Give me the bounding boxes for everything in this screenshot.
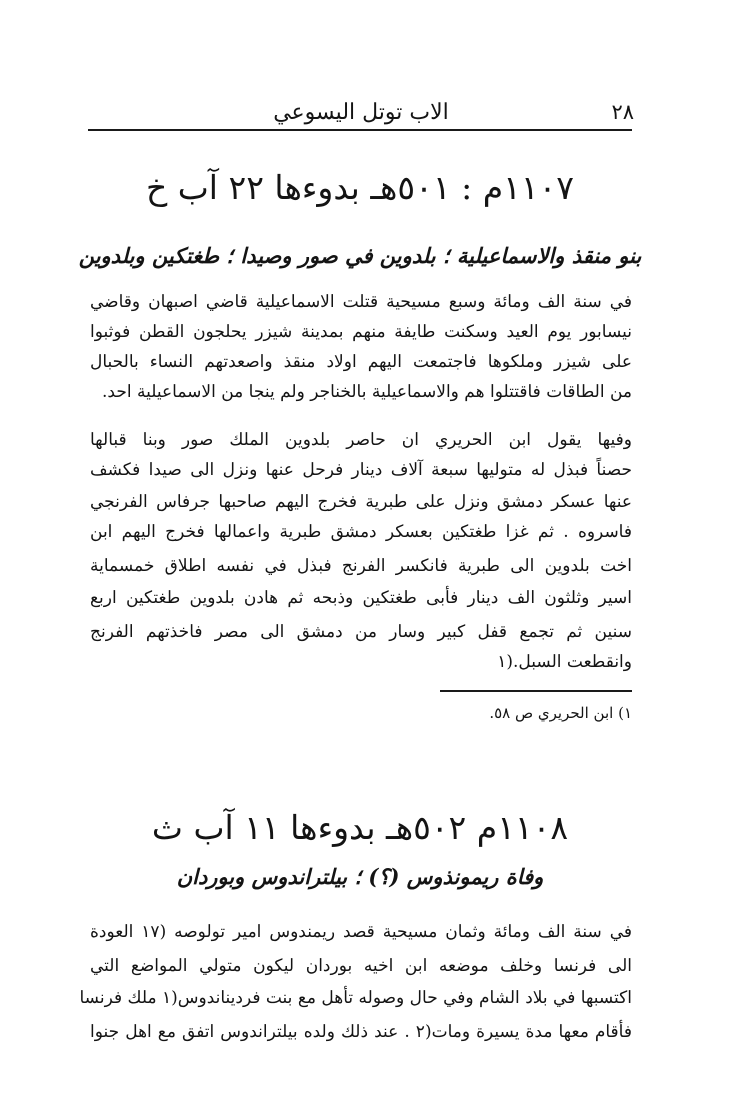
paragraph-line: على شيزر وملكوها فاجتمعت اليهم اولاد منقذ واصعدتهم النساء بالحبال [90, 352, 632, 372]
paragraph-line: في سنة الف ومائة وثمان مسيحية قصد ريمندوس امير تولوصه (١٧ العودة [90, 922, 632, 942]
paragraph-line: الى فرنسا وخلف موضعه ابن اخيه بوردان ليكون متولي المواضع التي [90, 956, 632, 976]
page-number: ٢٨ [611, 100, 634, 124]
paragraph-line: فأقام معها مدة يسيرة ومات(٢ . عند ذلك ولده بيلتراندوس اتفق مع اهل جنوا [90, 1022, 632, 1042]
paragraph-line: سنين ثم تجمع قفل كبير وسار من دمشق الى مصر فاخذتهم الفرنج [90, 622, 632, 642]
entry-heading: ١١٠٨م ٥٠٢هـ بدوءها ١١ آب ث [151, 808, 569, 847]
footnote-rule [440, 690, 632, 692]
entry-subheading: وفاة ريمونذوس (؟) ؛ بيلتراندوس وبوردان [176, 864, 544, 889]
running-header [88, 92, 634, 132]
footnote: ١) ابن الحريري ص ٥٨. [489, 704, 632, 722]
paragraph-line: وانقطعت السبل.(١ [497, 652, 632, 672]
paragraph-line: وفيها يقول ابن الحريري ان حاصر بلدوين الملك صور وبنا قبالها [90, 430, 632, 450]
paragraph-line: اكتسبها في بلاد الشام وفي حال وصوله تأهل مع بنت فرديناندوس(١ ملك فرنسا [79, 988, 632, 1008]
paragraph-line: من الطاقات فاقتتلوا هم والاسماعيلية بالخناجر ولم ينجا من الاسماعيلية احد. [102, 382, 632, 402]
paragraph-line: فاسروه . ثم غزا طغتكين بعسكر دمشق طبرية واعمالها فخرج اليهم ابن [90, 522, 632, 542]
entry-subheading: بنو منقذ والاسماعيلية ؛ بلدوين في صور وصيدا ؛ طغتكين وبلدوين [78, 243, 642, 268]
paragraph-line: حصناً فبذل له متوليها سبعة آلاف دينار فرحل عنها ونزل الى صيدا فكشف [90, 460, 632, 480]
paragraph-line: نيسابور يوم العيد وسكنت طايفة منهم بمدينة شيزر يحلجون القطن فوثبوا [90, 322, 632, 342]
paragraph-line: في سنة الف ومائة وسبع مسيحية قتلت الاسماعيلية قاضي اصبهان وقاضي [90, 292, 632, 312]
running-title: الاب توتل اليسوعي [273, 100, 449, 125]
paragraph-line: اسير وثلثون الف دينار فأبى طغتكين وذبحه ثم هادن بلدوين طغتكين اربع [90, 588, 632, 608]
entry-heading: ١١٠٧م : ٥٠١هـ بدوءها ٢٢ آب خ [145, 168, 575, 207]
header-rule [88, 129, 632, 131]
paragraph-line: اخت بلدوين الى طبرية فانكسر الفرنج فبذل في نفسه اطلاق خمسماية [90, 556, 632, 576]
paragraph-line: عنها عسكر دمشق ونزل على طبرية فخرج اليهم صاحبها جرفاس الفرنجي [90, 492, 632, 512]
